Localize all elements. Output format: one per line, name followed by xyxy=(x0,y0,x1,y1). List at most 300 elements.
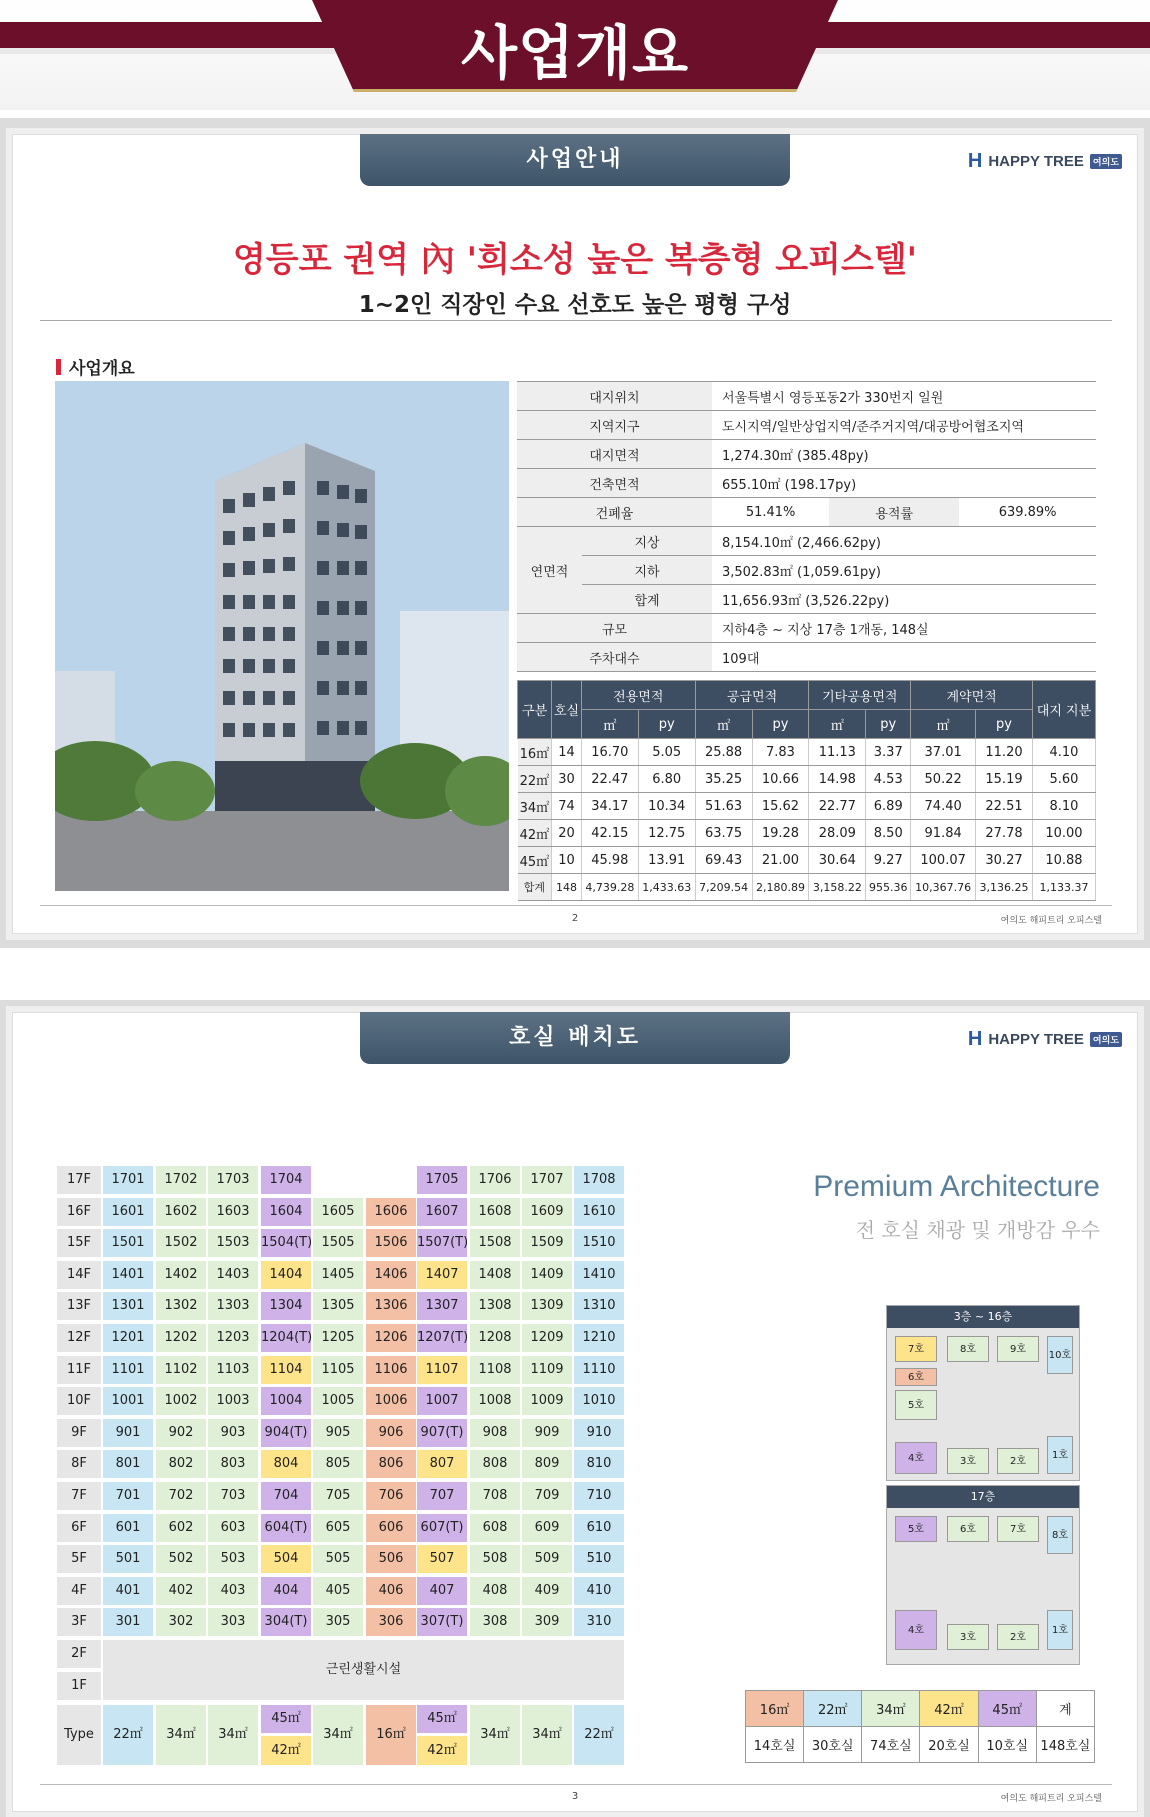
unit-cell: 605 xyxy=(313,1514,363,1542)
plan-title: 3층 ~ 16층 xyxy=(887,1306,1079,1328)
unit-cell: 1507(T) xyxy=(417,1229,467,1257)
floor-label: 10F xyxy=(57,1387,101,1415)
unit-cell: 609 xyxy=(522,1514,572,1542)
unit-cell: 1405 xyxy=(313,1261,363,1289)
unit-cell: 1202 xyxy=(156,1324,206,1352)
unit-cell: 808 xyxy=(470,1450,520,1478)
unit-cell: 1607 xyxy=(417,1198,467,1226)
unit-cell: 1003 xyxy=(208,1387,258,1415)
unit-cell: 1602 xyxy=(156,1198,206,1226)
area-cell: 10.66 xyxy=(752,766,809,793)
area-cell: 11.13 xyxy=(809,739,866,766)
u-m: ㎡ xyxy=(695,710,752,739)
type-legend xyxy=(745,1690,1095,1763)
area-cell: 30 xyxy=(552,766,582,793)
unit-cell: 1206 xyxy=(366,1324,416,1352)
unit-cell: 1608 xyxy=(470,1198,520,1226)
area-cell: 22.77 xyxy=(809,793,866,820)
unit-cell: 1408 xyxy=(470,1261,520,1289)
unit-cell: 708 xyxy=(470,1482,520,1510)
unit-cell: 910 xyxy=(574,1419,624,1447)
building-illustration xyxy=(55,381,509,891)
unit-cell: 906 xyxy=(366,1419,416,1447)
building-rendering xyxy=(55,381,509,891)
unit-cell: 1107 xyxy=(417,1356,467,1384)
unit-cell: 1203 xyxy=(208,1324,258,1352)
u-py: py xyxy=(638,710,695,739)
unit-cell: 909 xyxy=(522,1419,572,1447)
unit-cell: 1402 xyxy=(156,1261,206,1289)
area-cell: 5.60 xyxy=(1032,766,1095,793)
floor-label: 5F xyxy=(57,1545,101,1573)
area-cell: 12.75 xyxy=(638,820,695,847)
premium-block xyxy=(700,1170,1100,1243)
site-value: 서울특별시 영등포동2가 330번지 일원 xyxy=(712,382,1096,411)
area-cell: 16.70 xyxy=(581,739,638,766)
area-cell: 25.88 xyxy=(695,739,752,766)
unit-cell: 904(T) xyxy=(261,1419,311,1447)
above-value: 8,154.10㎡ (2,466.62py) xyxy=(712,527,1096,556)
area-cell: 34㎡ xyxy=(518,793,552,820)
unit-cell: 309 xyxy=(522,1608,572,1636)
unit-cell: 607(T) xyxy=(417,1514,467,1542)
area-cell: 91.84 xyxy=(911,820,976,847)
section-label xyxy=(56,354,135,379)
area-cell: 30.64 xyxy=(809,847,866,874)
area-cell: 10.88 xyxy=(1032,847,1095,874)
unit-cell: 1302 xyxy=(156,1292,206,1320)
unit-cell: 810 xyxy=(574,1450,624,1478)
unit-cell: 1304 xyxy=(261,1292,311,1320)
unit-cell: 1104 xyxy=(261,1356,311,1384)
unit-cell: 809 xyxy=(522,1450,572,1478)
unit-cell: 302 xyxy=(156,1608,206,1636)
area-cell: 74.40 xyxy=(911,793,976,820)
plan-room: 3호 xyxy=(947,1624,989,1650)
legend-counts xyxy=(746,1727,1095,1763)
unit-cell: 1207(T) xyxy=(417,1324,467,1352)
legend-count: 74호실 xyxy=(862,1727,920,1763)
plan-room: 3호 xyxy=(947,1448,989,1474)
u-py: py xyxy=(752,710,809,739)
area-cell: 74 xyxy=(552,793,582,820)
area-row xyxy=(518,766,1096,793)
floor-plan-17 xyxy=(886,1485,1080,1665)
unit-cell: 1510 xyxy=(574,1229,624,1257)
unit-cell: 306 xyxy=(366,1608,416,1636)
unit-cell: 1308 xyxy=(470,1292,520,1320)
legend-count: 14호실 xyxy=(746,1727,804,1763)
area-cell: 2,180.89 xyxy=(752,874,809,901)
area-cell: 16㎡ xyxy=(518,739,552,766)
project-info-table xyxy=(517,381,1096,672)
legend-count: 10호실 xyxy=(978,1727,1036,1763)
unit-cell: 1503 xyxy=(208,1229,258,1257)
unit-cell: 804 xyxy=(261,1450,311,1478)
unit-cell: 1009 xyxy=(522,1387,572,1415)
unit-cell: 402 xyxy=(156,1577,206,1605)
area-cell: 35.25 xyxy=(695,766,752,793)
unit-cell: 504 xyxy=(261,1545,311,1573)
area-row xyxy=(518,739,1096,766)
u-py: py xyxy=(976,710,1033,739)
unit-cell: 1201 xyxy=(103,1324,153,1352)
below-value: 3,502.83㎡ (1,059.61py) xyxy=(712,556,1096,585)
area-cell: 3,158.22 xyxy=(809,874,866,901)
unit-cell: 710 xyxy=(574,1482,624,1510)
retail-area: 근린생활시설 xyxy=(103,1640,624,1700)
unit-cell: 1002 xyxy=(156,1387,206,1415)
area-cell: 6.80 xyxy=(638,766,695,793)
page3-tab: 호실 배치도 xyxy=(360,1012,790,1064)
unit-cell: 1508 xyxy=(470,1229,520,1257)
land-label: 대지면적 xyxy=(517,440,712,469)
area-cell: 50.22 xyxy=(911,766,976,793)
area-cell: 4.10 xyxy=(1032,739,1095,766)
unit-cell: 1410 xyxy=(574,1261,624,1289)
area-cell: 22.47 xyxy=(581,766,638,793)
unit-cell: 505 xyxy=(313,1545,363,1573)
area-cell: 51.63 xyxy=(695,793,752,820)
unit-cell: 603 xyxy=(208,1514,258,1542)
plan-room: 8호 xyxy=(1047,1516,1073,1554)
unit-cell: 602 xyxy=(156,1514,206,1542)
zone-label: 지역지구 xyxy=(517,411,712,440)
unit-cell: 1204(T) xyxy=(261,1324,311,1352)
unit-cell: 1704 xyxy=(261,1166,311,1194)
unit-cell: 1102 xyxy=(156,1356,206,1384)
area-cell: 10 xyxy=(552,847,582,874)
happytree-logo-icon: H xyxy=(967,150,983,172)
below-label: 지하 xyxy=(582,556,712,585)
unit-cell: 1604 xyxy=(261,1198,311,1226)
area-cell: 21.00 xyxy=(752,847,809,874)
unit-cell: 1703 xyxy=(208,1166,258,1194)
type-cell: 45㎡ xyxy=(417,1705,467,1733)
plan-room: 7호 xyxy=(997,1516,1039,1542)
unit-cell: 907(T) xyxy=(417,1419,467,1447)
build-label: 건축면적 xyxy=(517,469,712,498)
plan-room: 6호 xyxy=(947,1516,989,1542)
area-cell: 15.62 xyxy=(752,793,809,820)
type-cell: 22㎡ xyxy=(103,1705,153,1765)
unit-cell: 608 xyxy=(470,1514,520,1542)
unit-cell: 510 xyxy=(574,1545,624,1573)
page2-tab: 사업안내 xyxy=(360,134,790,186)
unit-cell: 401 xyxy=(103,1577,153,1605)
area-cell: 42.15 xyxy=(581,820,638,847)
type-cell: 45㎡ xyxy=(261,1705,311,1733)
unit-cell: 1109 xyxy=(522,1356,572,1384)
unit-cell: 1301 xyxy=(103,1292,153,1320)
floor-plan-3-16 xyxy=(886,1305,1080,1481)
area-cell: 3,136.25 xyxy=(976,874,1033,901)
unit-cell: 1705 xyxy=(417,1166,467,1194)
parking-label: 주차대수 xyxy=(517,643,712,672)
h-contract: 계약면적 xyxy=(911,681,1033,710)
unit-cell: 1407 xyxy=(417,1261,467,1289)
unit-cell: 1605 xyxy=(313,1198,363,1226)
footer-line xyxy=(40,1784,1112,1785)
plan-room: 2호 xyxy=(997,1448,1039,1474)
area-cell: 8.50 xyxy=(866,820,911,847)
bcr-label: 건폐율 xyxy=(517,498,712,527)
footer-brand: 여의도 해피트리 오피스텔 xyxy=(1000,916,1102,926)
unit-cell: 1702 xyxy=(156,1166,206,1194)
area-table xyxy=(517,680,1096,901)
type-label: Type xyxy=(57,1705,101,1765)
type-cell: 16㎡ xyxy=(366,1705,416,1765)
parking-value: 109대 xyxy=(712,643,1096,672)
subline: 1~2인 직장인 수요 선호도 높은 평형 구성 xyxy=(358,292,792,318)
floor-label: 9F xyxy=(57,1419,101,1447)
area-row xyxy=(518,793,1096,820)
floor-label: 15F xyxy=(57,1229,101,1257)
unit-cell: 1103 xyxy=(208,1356,258,1384)
area-cell: 30.27 xyxy=(976,847,1033,874)
unit-cell: 705 xyxy=(313,1482,363,1510)
unit-cell: 1004 xyxy=(261,1387,311,1415)
area-cell: 19.28 xyxy=(752,820,809,847)
area-cell: 34.17 xyxy=(581,793,638,820)
unit-cell: 1707 xyxy=(522,1166,572,1194)
floor-label: 3F xyxy=(57,1608,101,1636)
type-cell: 42㎡ xyxy=(417,1736,467,1765)
unit-cell: 1310 xyxy=(574,1292,624,1320)
type-cell: 34㎡ xyxy=(470,1705,520,1765)
unit-cell: 1007 xyxy=(417,1387,467,1415)
type-cell: 34㎡ xyxy=(522,1705,572,1765)
legend-count: 30호실 xyxy=(804,1727,862,1763)
floor-label: 1F xyxy=(57,1672,101,1700)
u-m: ㎡ xyxy=(581,710,638,739)
plan-room: 4호 xyxy=(895,1442,937,1474)
logo-chip: 여의도 xyxy=(1090,154,1122,169)
unit-cell: 707 xyxy=(417,1482,467,1510)
unit-cell: 310 xyxy=(574,1608,624,1636)
area-cell: 4,739.28 xyxy=(581,874,638,901)
unit-cell: 1409 xyxy=(522,1261,572,1289)
area-row xyxy=(518,874,1096,901)
unit-cell: 1706 xyxy=(470,1166,520,1194)
scale-label: 규모 xyxy=(517,614,712,643)
page-title: 사업개요 xyxy=(460,19,690,87)
area-cell: 69.43 xyxy=(695,847,752,874)
site-label: 대지위치 xyxy=(517,382,712,411)
area-cell: 1,133.37 xyxy=(1032,874,1095,901)
unit-cell: 1708 xyxy=(574,1166,624,1194)
plan-room: 5호 xyxy=(895,1390,937,1420)
unit-cell: 1501 xyxy=(103,1229,153,1257)
legend-types xyxy=(746,1691,1095,1727)
legend-type: 34㎡ xyxy=(862,1691,920,1727)
unit-cell: 1502 xyxy=(156,1229,206,1257)
legend-count: 20호실 xyxy=(920,1727,978,1763)
logo-text: HAPPY TREE xyxy=(988,1031,1084,1048)
area-cell: 9.27 xyxy=(866,847,911,874)
unit-cell: 801 xyxy=(103,1450,153,1478)
legend-type: 16㎡ xyxy=(746,1691,804,1727)
unit-cell: 1601 xyxy=(103,1198,153,1226)
far-label: 용적률 xyxy=(829,498,959,527)
happytree-logo-icon: H xyxy=(967,1028,983,1050)
area-cell: 955.36 xyxy=(866,874,911,901)
footer-brand: 여의도 해피트리 오피스텔 xyxy=(1000,1794,1102,1804)
premium-title: Premium Architecture xyxy=(813,1170,1100,1203)
plan-room: 9호 xyxy=(997,1336,1039,1362)
unit-cell: 1108 xyxy=(470,1356,520,1384)
headline: 영등포 권역 內 '희소성 높은 복층형 오피스텔' xyxy=(232,240,918,280)
floor-label: 8F xyxy=(57,1450,101,1478)
unit-cell: 1610 xyxy=(574,1198,624,1226)
area-cell: 20 xyxy=(552,820,582,847)
unit-cell: 803 xyxy=(208,1450,258,1478)
area-cell: 13.91 xyxy=(638,847,695,874)
divider xyxy=(40,320,1112,321)
unit-cell: 303 xyxy=(208,1608,258,1636)
area-cell: 4.53 xyxy=(866,766,911,793)
unit-cell: 1509 xyxy=(522,1229,572,1257)
area-cell: 3.37 xyxy=(866,739,911,766)
area-cell: 7,209.54 xyxy=(695,874,752,901)
above-label: 지상 xyxy=(582,527,712,556)
unit-cell: 406 xyxy=(366,1577,416,1605)
unit-cell: 703 xyxy=(208,1482,258,1510)
unit-cell: 1307 xyxy=(417,1292,467,1320)
unit-cell: 1609 xyxy=(522,1198,572,1226)
unit-cell: 502 xyxy=(156,1545,206,1573)
unit-cell: 901 xyxy=(103,1419,153,1447)
area-cell: 14.98 xyxy=(809,766,866,793)
unit-cell: 506 xyxy=(366,1545,416,1573)
area-cell: 8.10 xyxy=(1032,793,1095,820)
unit-cell: 305 xyxy=(313,1608,363,1636)
legend-type: 계 xyxy=(1036,1691,1094,1727)
unit-cell: 903 xyxy=(208,1419,258,1447)
unit-cell: 410 xyxy=(574,1577,624,1605)
floor-label: 4F xyxy=(57,1577,101,1605)
floor-label: 17F xyxy=(57,1166,101,1194)
plan-room: 2호 xyxy=(997,1624,1039,1650)
page-number: 3 xyxy=(571,1791,579,1802)
area-cell: 100.07 xyxy=(911,847,976,874)
unit-cell: 1401 xyxy=(103,1261,153,1289)
unit-cell: 704 xyxy=(261,1482,311,1510)
u-m: ㎡ xyxy=(809,710,866,739)
unit-cell: 1606 xyxy=(366,1198,416,1226)
area-cell: 45.98 xyxy=(581,847,638,874)
type-cell: 34㎡ xyxy=(156,1705,206,1765)
plan-room: 5호 xyxy=(895,1516,937,1542)
unit-cell: 509 xyxy=(522,1545,572,1573)
unit-cell: 407 xyxy=(417,1577,467,1605)
unit-cell: 709 xyxy=(522,1482,572,1510)
unit-cell: 905 xyxy=(313,1419,363,1447)
area-cell: 1,433.63 xyxy=(638,874,695,901)
page-number: 2 xyxy=(571,913,579,924)
unit-cell: 1005 xyxy=(313,1387,363,1415)
unit-cell: 1101 xyxy=(103,1356,153,1384)
plan-room: 6호 xyxy=(895,1368,937,1386)
h-exclusive: 전용면적 xyxy=(581,681,695,710)
unit-cell: 806 xyxy=(366,1450,416,1478)
unit-cell: 1303 xyxy=(208,1292,258,1320)
unit-cell: 604(T) xyxy=(261,1514,311,1542)
section-bar xyxy=(56,359,61,375)
zone-value: 도시지역/일반상업지역/준주거지역/대공방어협조지역 xyxy=(712,411,1096,440)
h-land-share: 대지 지분 xyxy=(1032,681,1095,739)
u-py: py xyxy=(866,710,911,739)
unit-cell: 1106 xyxy=(366,1356,416,1384)
type-cell: 22㎡ xyxy=(574,1705,624,1765)
unit-cell: 507 xyxy=(417,1545,467,1573)
unit-cell: 1403 xyxy=(208,1261,258,1289)
legend-type: 45㎡ xyxy=(978,1691,1036,1727)
floor-label: 2F xyxy=(57,1640,101,1668)
total-value: 11,656.93㎡ (3,526.22py) xyxy=(712,585,1096,614)
scale-value: 지하4층 ~ 지상 17층 1개동, 148실 xyxy=(712,614,1096,643)
plan-room: 4호 xyxy=(895,1610,937,1650)
unit-cell: 1006 xyxy=(366,1387,416,1415)
unit-cell: 1506 xyxy=(366,1229,416,1257)
unit-cell: 807 xyxy=(417,1450,467,1478)
build-value: 655.10㎡ (198.17py) xyxy=(712,469,1096,498)
legend-count: 148호실 xyxy=(1036,1727,1094,1763)
unit-cell: 405 xyxy=(313,1577,363,1605)
unit-cell: 706 xyxy=(366,1482,416,1510)
unit-cell: 1105 xyxy=(313,1356,363,1384)
type-cell: 34㎡ xyxy=(313,1705,363,1765)
unit-cell: 409 xyxy=(522,1577,572,1605)
bcr-value: 51.41% xyxy=(712,498,829,527)
unit-cell: 1603 xyxy=(208,1198,258,1226)
area-cell: 11.20 xyxy=(976,739,1033,766)
area-cell: 6.89 xyxy=(866,793,911,820)
unit-cell: 1205 xyxy=(313,1324,363,1352)
unit-cell: 1305 xyxy=(313,1292,363,1320)
unit-cell: 501 xyxy=(103,1545,153,1573)
area-cell: 42㎡ xyxy=(518,820,552,847)
unit-cell: 1008 xyxy=(470,1387,520,1415)
area-cell: 22.51 xyxy=(976,793,1033,820)
unit-cell: 1309 xyxy=(522,1292,572,1320)
area-rows xyxy=(518,739,1096,901)
unit-cell: 1110 xyxy=(574,1356,624,1384)
footer-line xyxy=(40,905,1112,906)
type-cell: 42㎡ xyxy=(261,1736,311,1765)
area-cell: 14 xyxy=(552,739,582,766)
logo-chip: 여의도 xyxy=(1090,1032,1122,1047)
unit-cell: 908 xyxy=(470,1419,520,1447)
unit-cell: 1504(T) xyxy=(261,1229,311,1257)
plan-room: 8호 xyxy=(947,1336,989,1362)
floor-label: 13F xyxy=(57,1292,101,1320)
unit-cell: 1505 xyxy=(313,1229,363,1257)
unit-cell: 1209 xyxy=(522,1324,572,1352)
unit-cell: 503 xyxy=(208,1545,258,1573)
unit-cell: 1210 xyxy=(574,1324,624,1352)
floor-label: 6F xyxy=(57,1514,101,1542)
area-cell: 10,367.76 xyxy=(911,874,976,901)
unit-cell: 702 xyxy=(156,1482,206,1510)
unit-cell: 601 xyxy=(103,1514,153,1542)
plan-room: 7호 xyxy=(895,1336,937,1362)
unit-cell: 1208 xyxy=(470,1324,520,1352)
premium-subtitle: 전 호실 채광 및 개방감 우수 xyxy=(855,1218,1100,1242)
area-cell: 37.01 xyxy=(911,739,976,766)
area-cell: 10.00 xyxy=(1032,820,1095,847)
area-cell: 합계 xyxy=(518,874,552,901)
